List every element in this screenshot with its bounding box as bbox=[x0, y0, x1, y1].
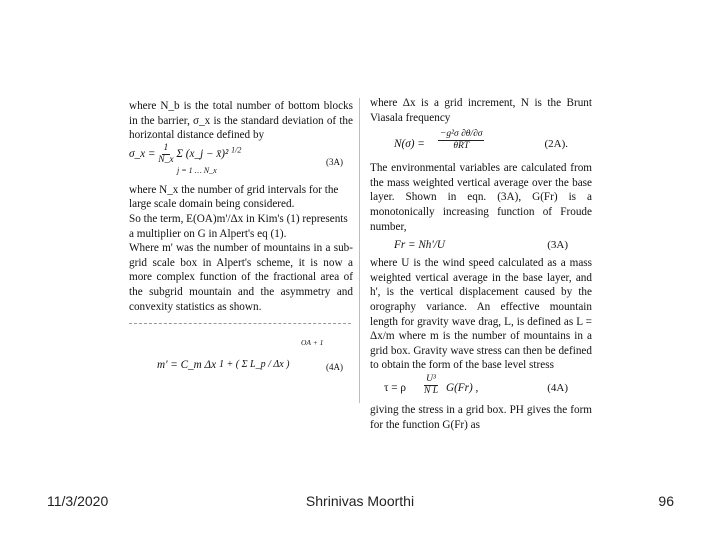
eq-2a-number: (2A). bbox=[544, 138, 568, 151]
right-column bbox=[370, 96, 592, 432]
eq-3a-exponent: 1/2 bbox=[231, 145, 242, 155]
eq-2a-fraction bbox=[438, 129, 484, 152]
footer-page-number: 96 bbox=[658, 493, 674, 509]
equation-4a-right bbox=[370, 373, 592, 403]
eq-4a-right-number: (4A) bbox=[547, 381, 568, 394]
eq-3a-right-body: Fr = Nh'/U bbox=[394, 239, 445, 252]
equation-3a bbox=[129, 143, 353, 183]
eq-3a-frac-den: N_x bbox=[158, 154, 174, 165]
footer-date: 11/3/2020 bbox=[47, 493, 109, 509]
eq-3a-body: Σ (x_j − x̄)² bbox=[176, 147, 229, 160]
eq-3a-fraction bbox=[158, 143, 173, 166]
left-paragraph-4: Where m' was the number of mountains in a sub-grid scale box in Alpert's scheme, it is now a more complex function of the fractional area of the subgrid mountain and the asymmetry and convexity statistics as shown. bbox=[129, 242, 353, 313]
eq-4a-body: 1 + ( Σ L_p / Δx ) bbox=[219, 359, 290, 371]
eq-4a-number: (4A) bbox=[326, 362, 343, 373]
right-paragraph-1: where Δx is a grid increment, N is the Brunt Viasala frequency bbox=[370, 97, 592, 124]
eq-4a-lhs: m' = C_m Δx bbox=[157, 359, 217, 372]
right-paragraph-3: where U is the wind speed calculated as a mass weighted vertical average in the base layer, and h', is the vertical displacement caused by the orography variance. An effective mountain length for gravity wave drag, L, is defined as L = Δx/m where m is the number of mountains in a grid box. Gravity wave stress can then be defined to obtain the form of the base level stress bbox=[370, 257, 592, 372]
equation-2a bbox=[370, 125, 592, 161]
right-paragraph-2: The environmental variables are calculated from the mass weighted vertical average over the base layer. Shown in eqn. (3A), G(Fr) is a monotonically increasing function of Froude number, bbox=[370, 162, 592, 233]
equation-3a-right bbox=[370, 234, 592, 256]
left-paragraph-2: where N_x the number of grid intervals for the large scale domain being considered. bbox=[129, 183, 339, 211]
equation-4a-left bbox=[129, 336, 353, 380]
eq-3a-lhs: σ_x = bbox=[129, 147, 156, 160]
left-paragraph-1: where N_b is the total number of bottom blocks in the barrier, σ_x is the standard deviation of the horizontal distance defined by bbox=[129, 100, 353, 142]
footer-author: Shrinivas Moorthi bbox=[305, 493, 415, 509]
eq-2a-frac-den: θRT bbox=[453, 141, 470, 152]
left-column bbox=[129, 99, 353, 380]
column-divider bbox=[359, 98, 360, 403]
eq-4a-right-lhs: τ = ρ bbox=[384, 381, 406, 394]
eq-4a-right-frac-num: U³ bbox=[426, 373, 436, 384]
eq-3a-number: (3A) bbox=[326, 156, 343, 167]
eq-4a-right-fraction bbox=[424, 374, 438, 397]
eq-2a-lhs: N(σ) = bbox=[394, 138, 425, 151]
eq-3a-right-number: (3A) bbox=[547, 239, 568, 252]
eq-3a-frac-num: 1 bbox=[163, 142, 169, 153]
right-paragraph-4: giving the stress in a grid box. PH gives the form for the function G(Fr) as bbox=[370, 403, 592, 431]
left-paragraph-3: So the term, E(OA)m'/Δx in Kim's (1) represents a multiplier on G in Alpert's eq (1). bbox=[129, 212, 348, 240]
eq-3a-limits: j = 1 … N_x bbox=[177, 165, 217, 175]
eq-4a-exponent: OA + 1 bbox=[301, 338, 324, 348]
eq-2a-frac-num: −g²σ ∂θ/∂σ bbox=[440, 129, 483, 140]
eq-4a-right-rhs: G(Fr) , bbox=[446, 381, 479, 394]
eq-4a-right-frac-den: N L bbox=[424, 385, 438, 396]
